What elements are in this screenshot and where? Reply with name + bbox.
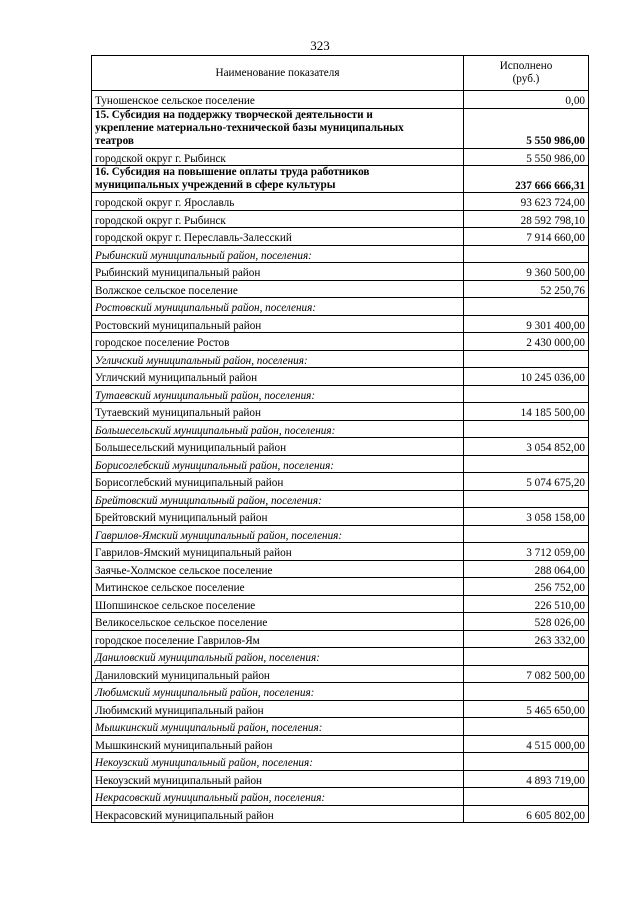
row-value: 237 666 666,31 [464,166,589,193]
row-name: городской округ г. Рыбинск [92,210,464,228]
table-row [92,315,589,333]
table-row [92,263,589,281]
row-name: Большесельский муниципальный район [92,438,464,456]
group-header-row [92,385,589,403]
row-value: 3 058 158,00 [464,508,589,526]
row-name: Угличский муниципальный район [92,368,464,386]
row-name-line: 16. Субсидия на повышение оплаты труда работников [95,166,370,178]
table-row [92,333,589,351]
row-name-line: муниципальных учреждений в сфере культуры [95,179,336,191]
table-row [92,700,589,718]
row-name: Шопшинское сельское поселение [92,595,464,613]
row-name-line: 15. Субсидия на поддержку творческой деятельности и [95,108,373,121]
column-header-value-line2: (руб.) [512,73,540,85]
row-name: Большесельский муниципальный район, поселения: [92,420,464,438]
row-value: 93 623 724,00 [464,193,589,211]
row-name: Борисоглебский муниципальный район [92,473,464,491]
row-value: 226 510,00 [464,595,589,613]
group-header-row [92,298,589,316]
row-name: Гаврилов-Ямский муниципальный район [92,543,464,561]
row-name: городское поселение Гаврилов-Ям [92,630,464,648]
row-name: Гаврилов-Ямский муниципальный район, поселения: [92,525,464,543]
row-name: Некрасовский муниципальный район [92,805,464,823]
row-name: Туношенское сельское поселение [92,91,464,109]
column-header-name: Наименование показателя [92,56,464,91]
group-header-row [92,683,589,701]
row-value: 528 026,00 [464,613,589,631]
row-value: 263 332,00 [464,630,589,648]
table-row [92,403,589,421]
row-value: 256 752,00 [464,578,589,596]
table-row [92,613,589,631]
page-number: 323 [310,38,330,53]
table-row [92,210,589,228]
column-header-value [464,56,589,91]
row-value: 5 465 650,00 [464,700,589,718]
group-header-row [92,718,589,736]
group-header-row [92,490,589,508]
row-name: Брейтовский муниципальный район [92,508,464,526]
table-row [92,473,589,491]
row-value: 6 605 802,00 [464,805,589,823]
row-value [464,753,589,771]
table-row [92,770,589,788]
row-name: городское поселение Ростов [92,333,464,351]
row-name [92,166,464,193]
row-name-line: театров [95,134,134,147]
row-value: 14 185 500,00 [464,403,589,421]
row-value: 9 301 400,00 [464,315,589,333]
table-row [92,91,589,109]
row-value: 10 245 036,00 [464,368,589,386]
row-value [464,350,589,368]
group-header-row [92,350,589,368]
group-header-row [92,245,589,263]
table-row [92,805,589,823]
row-value: 5 074 675,20 [464,473,589,491]
row-value: 0,00 [464,91,589,109]
table-row [92,148,589,166]
group-header-row [92,420,589,438]
report-table [91,55,589,823]
row-name: Брейтовский муниципальный район, поселения: [92,490,464,508]
row-name: Ростовский муниципальный район, поселения: [92,298,464,316]
row-name: Великосельское сельское поселение [92,613,464,631]
table-row [92,595,589,613]
row-name-line: укрепление материально-технической базы муниципальных [95,121,404,134]
table-row [92,578,589,596]
group-header-row [92,525,589,543]
row-name: Мышкинский муниципальный район, поселения: [92,718,464,736]
group-header-row [92,648,589,666]
table-row [92,280,589,298]
row-name: Даниловский муниципальный район, поселения: [92,648,464,666]
row-value [464,683,589,701]
row-value: 7 082 500,00 [464,665,589,683]
row-name: Некрасовский муниципальный район, поселения: [92,788,464,806]
row-name: Тутаевский муниципальный район [92,403,464,421]
row-name: Тутаевский муниципальный район, поселения: [92,385,464,403]
row-value: 2 430 000,00 [464,333,589,351]
row-name: Угличский муниципальный район, поселения: [92,350,464,368]
row-value: 7 914 660,00 [464,228,589,246]
row-name: Волжское сельское поселение [92,280,464,298]
row-name: городской округ г. Переславль-Залесский [92,228,464,246]
section-row [92,166,589,193]
table-row [92,735,589,753]
row-value: 52 250,76 [464,280,589,298]
row-name: Рыбинский муниципальный район [92,263,464,281]
row-name: городской округ г. Рыбинск [92,148,464,166]
row-name: городской округ г. Ярославль [92,193,464,211]
row-value [464,490,589,508]
row-name [92,108,464,148]
row-value: 4 515 000,00 [464,735,589,753]
table-row [92,630,589,648]
row-name: Рыбинский муниципальный район, поселения: [92,245,464,263]
row-value [464,718,589,736]
row-value [464,385,589,403]
table-row [92,228,589,246]
table-row [92,508,589,526]
row-name: Ростовский муниципальный район [92,315,464,333]
group-header-row [92,455,589,473]
row-value [464,648,589,666]
row-name: Мышкинский муниципальный район [92,735,464,753]
row-name: Любимский муниципальный район, поселения: [92,683,464,701]
table-body [92,91,589,823]
row-value [464,298,589,316]
row-name: Митинское сельское поселение [92,578,464,596]
row-value: 288 064,00 [464,560,589,578]
group-header-row [92,788,589,806]
row-name: Любимский муниципальный район [92,700,464,718]
row-value [464,420,589,438]
row-name: Борисоглебский муниципальный район, поселения: [92,455,464,473]
section-row [92,108,589,148]
group-header-row [92,753,589,771]
row-value: 28 592 798,10 [464,210,589,228]
table-row [92,438,589,456]
row-value: 4 893 719,00 [464,770,589,788]
table-row [92,665,589,683]
row-value [464,455,589,473]
table-row [92,193,589,211]
table-row [92,560,589,578]
column-header-value-line1: Исполнено [499,60,553,72]
row-value [464,788,589,806]
row-value: 9 360 500,00 [464,263,589,281]
row-value: 5 550 986,00 [464,148,589,166]
row-value [464,525,589,543]
row-value: 3 054 852,00 [464,438,589,456]
table-row [92,543,589,561]
row-value: 5 550 986,00 [464,108,589,148]
row-name: Некоузский муниципальный район [92,770,464,788]
table-row [92,368,589,386]
table-header-row [92,56,589,91]
row-name: Некоузский муниципальный район, поселения: [92,753,464,771]
row-value [464,245,589,263]
row-value: 3 712 059,00 [464,543,589,561]
row-name: Даниловский муниципальный район [92,665,464,683]
row-name: Заячье-Холмское сельское поселение [92,560,464,578]
